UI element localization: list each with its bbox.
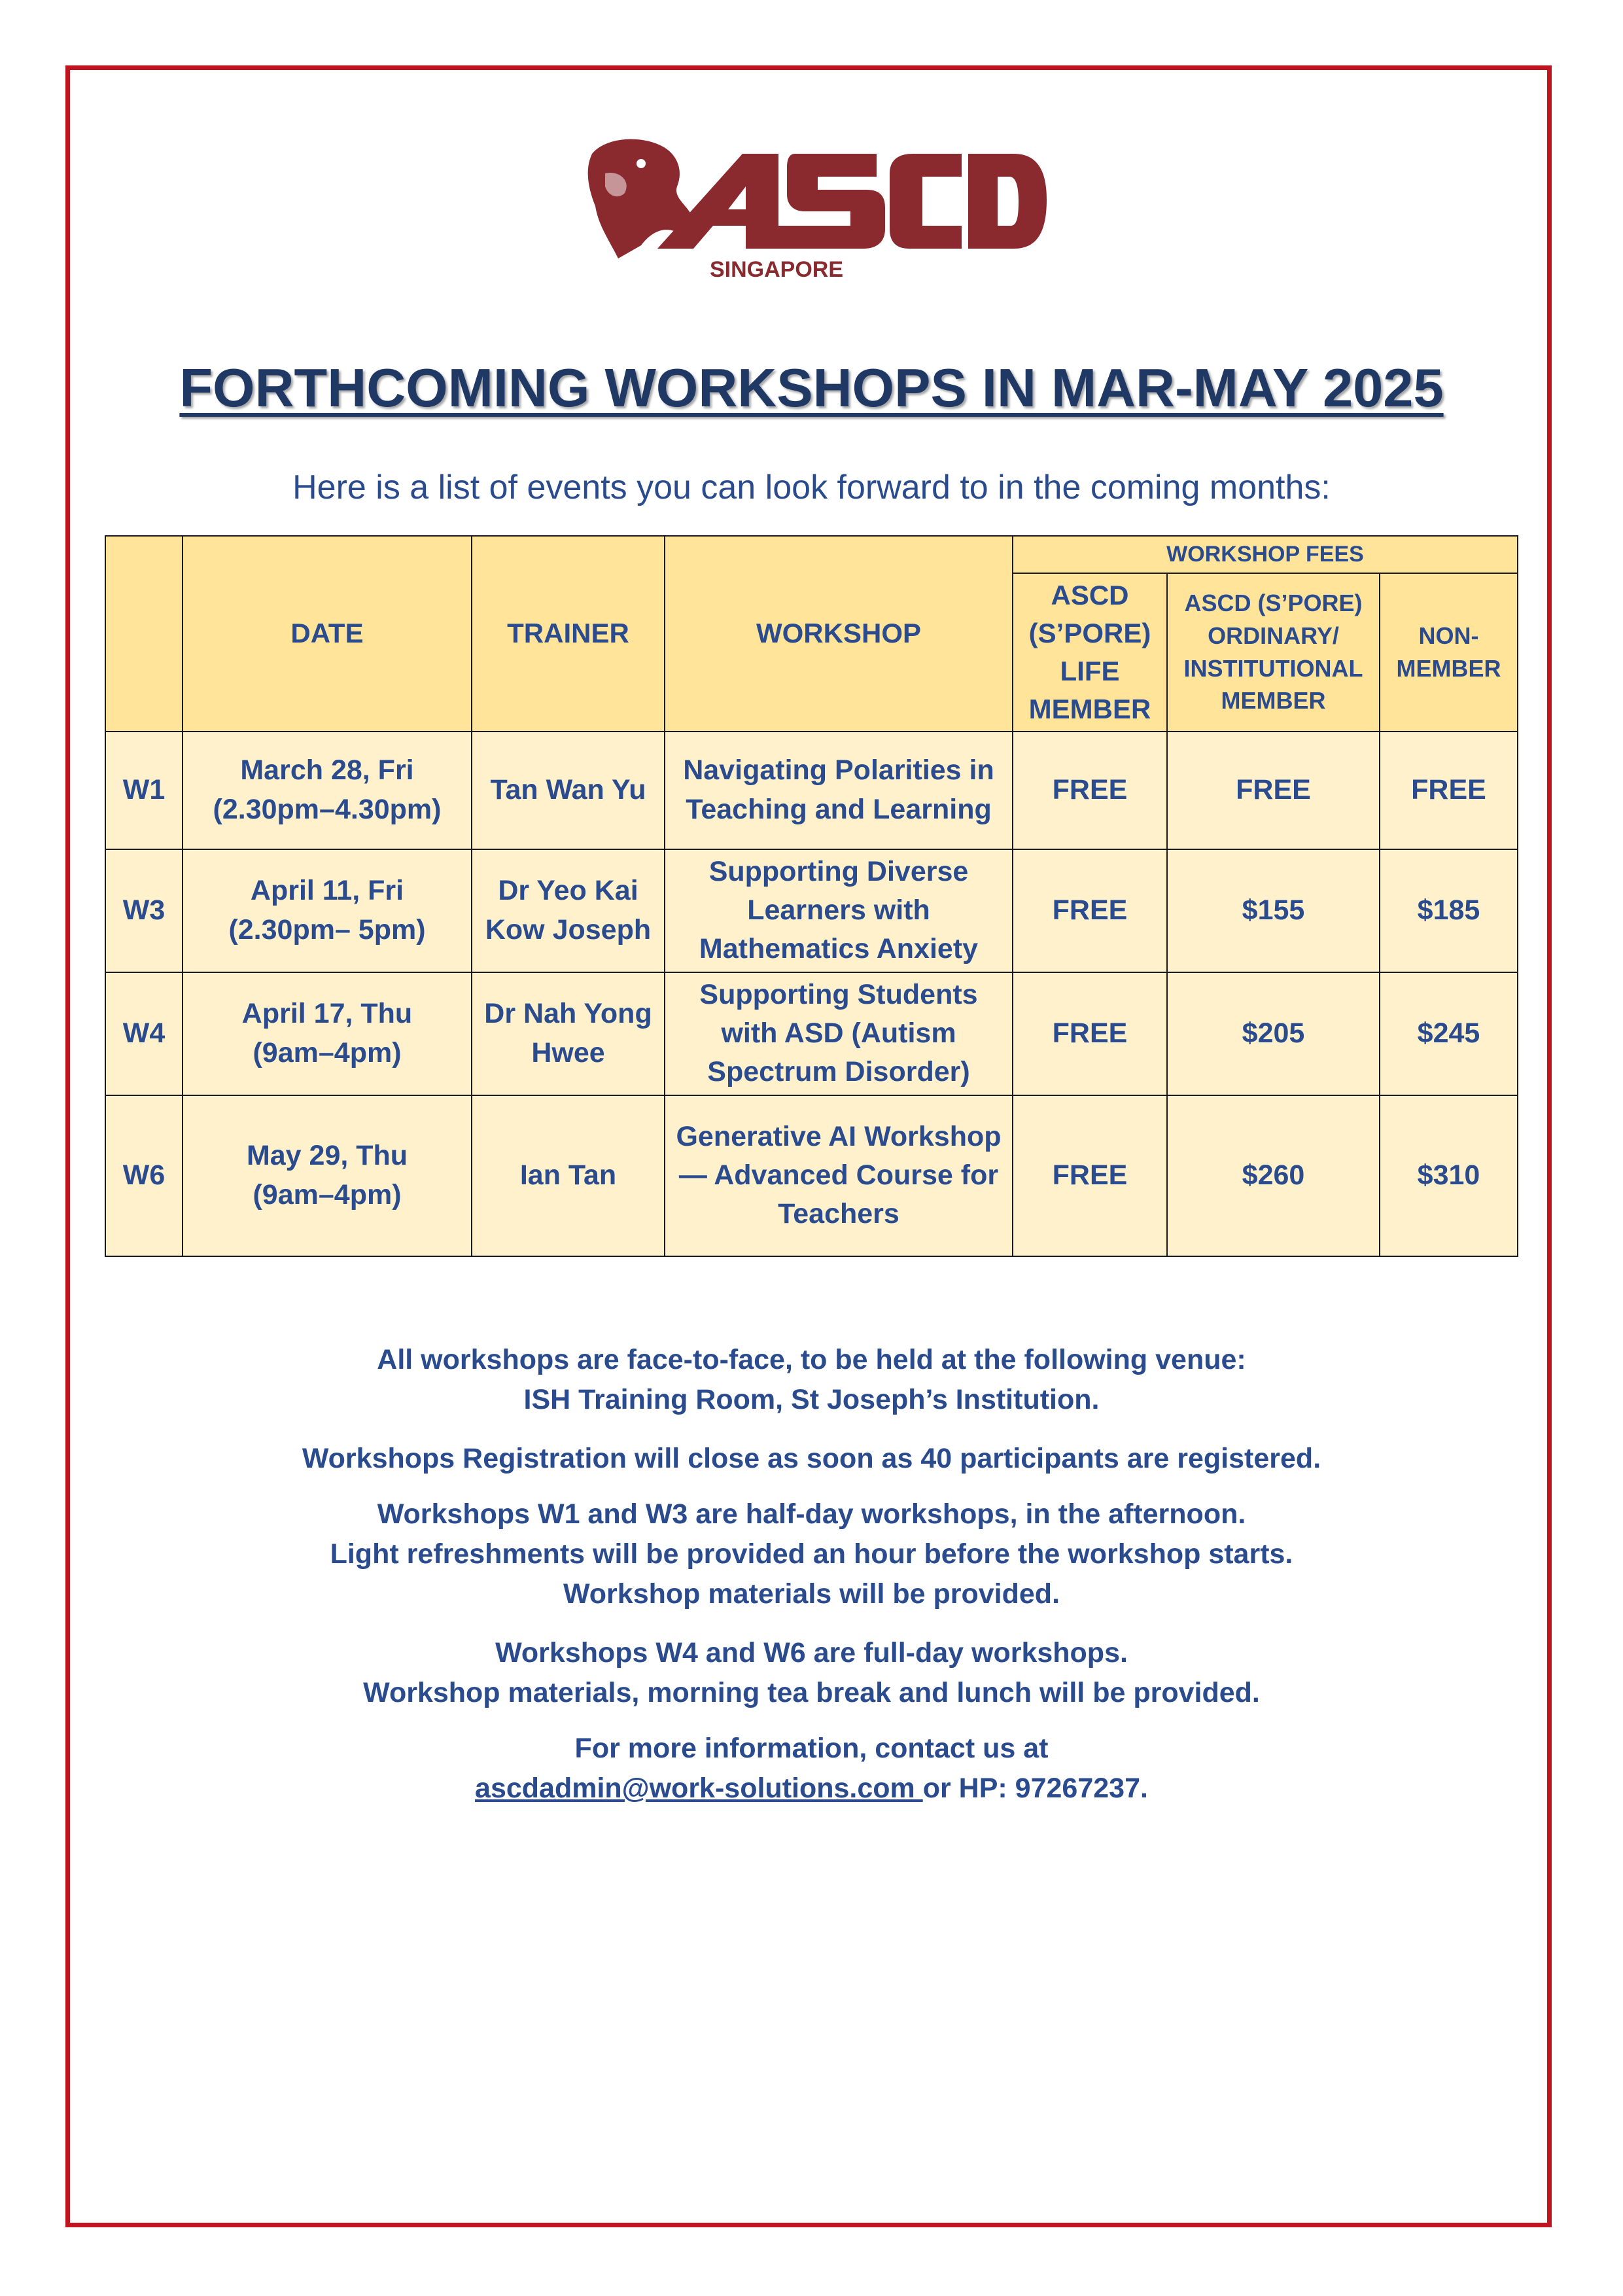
venue-line-1: All workshops are face-to-face, to be held at the following venue: [377,1344,1246,1375]
contact-phone: or HP: 97267237. [922,1773,1148,1805]
contact-info [0,1729,1623,1809]
header-non-member: NON-MEMBER [1380,573,1518,732]
table-row [105,732,1518,849]
fee-life: FREE [1013,972,1167,1095]
contact-line-2 [0,1769,1623,1809]
header-ordinary-member: ASCD (S’PORE) ORDINARY/ INSTITUTIONAL MEMBER [1167,573,1380,732]
workshop-id: W6 [105,1095,183,1256]
venue-info [0,1340,1623,1420]
fullday-line-1: Workshops W4 and W6 are full-day workshops. [495,1637,1128,1669]
fee-ordinary: $205 [1167,972,1380,1095]
trainer-name: Ian Tan [472,1095,665,1256]
venue-line-2: ISH Training Room, St Joseph’s Institution. [523,1384,1100,1416]
trainer-name: Dr Yeo Kai Kow Joseph [472,849,665,972]
fee-ordinary: FREE [1167,732,1380,849]
time-text: (2.30pm– 5pm) [228,913,426,945]
fee-non-member: FREE [1380,732,1518,849]
trainer-name: Dr Nah Yong Hwee [472,972,665,1095]
page-title: FORTHCOMING WORKSHOPS IN MAR-MAY 2025 [179,357,1444,418]
header-date: DATE [183,536,472,732]
workshop-id: W1 [105,732,183,849]
fee-ordinary: $155 [1167,849,1380,972]
fee-non-member: $185 [1380,849,1518,972]
time-text: (9am–4pm) [253,1178,402,1210]
fullday-line-2: Workshop materials, morning tea break and lunch will be provided. [363,1677,1260,1709]
workshop-name: Supporting Diverse Learners with Mathematics Anxiety [665,849,1013,972]
workshop-name: Generative AI Workshop— Advanced Course for Teachers [665,1095,1013,1256]
halfday-line-3: Workshop materials will be provided. [563,1578,1060,1610]
registration-info: Workshops Registration will close as soon as 40 participants are registered. [302,1443,1321,1474]
table-row [105,1095,1518,1256]
header-id [105,536,183,732]
date-text: March 28, Fri [240,754,414,786]
workshop-id: W3 [105,849,183,972]
workshop-date [183,972,472,1095]
fee-non-member: $245 [1380,972,1518,1095]
header-workshop-fees: WORKSHOP FEES [1013,536,1518,573]
workshop-date [183,1095,472,1256]
intro-text: Here is a list of events you can look forward to in the coming months: [292,468,1331,506]
time-text: (2.30pm–4.30pm) [213,793,442,825]
halfday-line-1: Workshops W1 and W3 are half-day workshops, in the afternoon. [377,1498,1246,1530]
time-text: (9am–4pm) [253,1036,402,1069]
fee-life: FREE [1013,1095,1167,1256]
workshop-name: Navigating Polarities in Teaching and Learning [665,732,1013,849]
contact-email-link[interactable]: ascdadmin@work-solutions.com [475,1773,923,1805]
workshop-name: Supporting Students with ASD (Autism Spectrum Disorder) [665,972,1013,1095]
halfday-line-2: Light refreshments will be provided an hour before the workshop starts. [330,1538,1293,1570]
header-trainer: TRAINER [472,536,665,732]
table-row [105,849,1518,972]
fee-life: FREE [1013,732,1167,849]
trainer-name: Tan Wan Yu [472,732,665,849]
workshops-table [105,535,1518,1257]
logo-country-text: SINGAPORE [710,257,844,282]
workshop-date [183,732,472,849]
date-text: May 29, Thu [246,1140,408,1172]
fee-non-member: $310 [1380,1095,1518,1256]
date-text: April 17, Thu [241,998,413,1030]
table-row [105,972,1518,1095]
contact-line-1: For more information, contact us at [574,1733,1049,1764]
workshop-date [183,849,472,972]
ascd-singapore-logo [579,134,1050,285]
halfday-info [0,1494,1623,1614]
date-text: April 11, Fri [250,875,404,907]
fee-life: FREE [1013,849,1167,972]
fee-ordinary: $260 [1167,1095,1380,1256]
header-life-member: ASCD (S’PORE) LIFE MEMBER [1013,573,1167,732]
fullday-info [0,1633,1623,1713]
header-workshop: WORKSHOP [665,536,1013,732]
workshop-id: W4 [105,972,183,1095]
